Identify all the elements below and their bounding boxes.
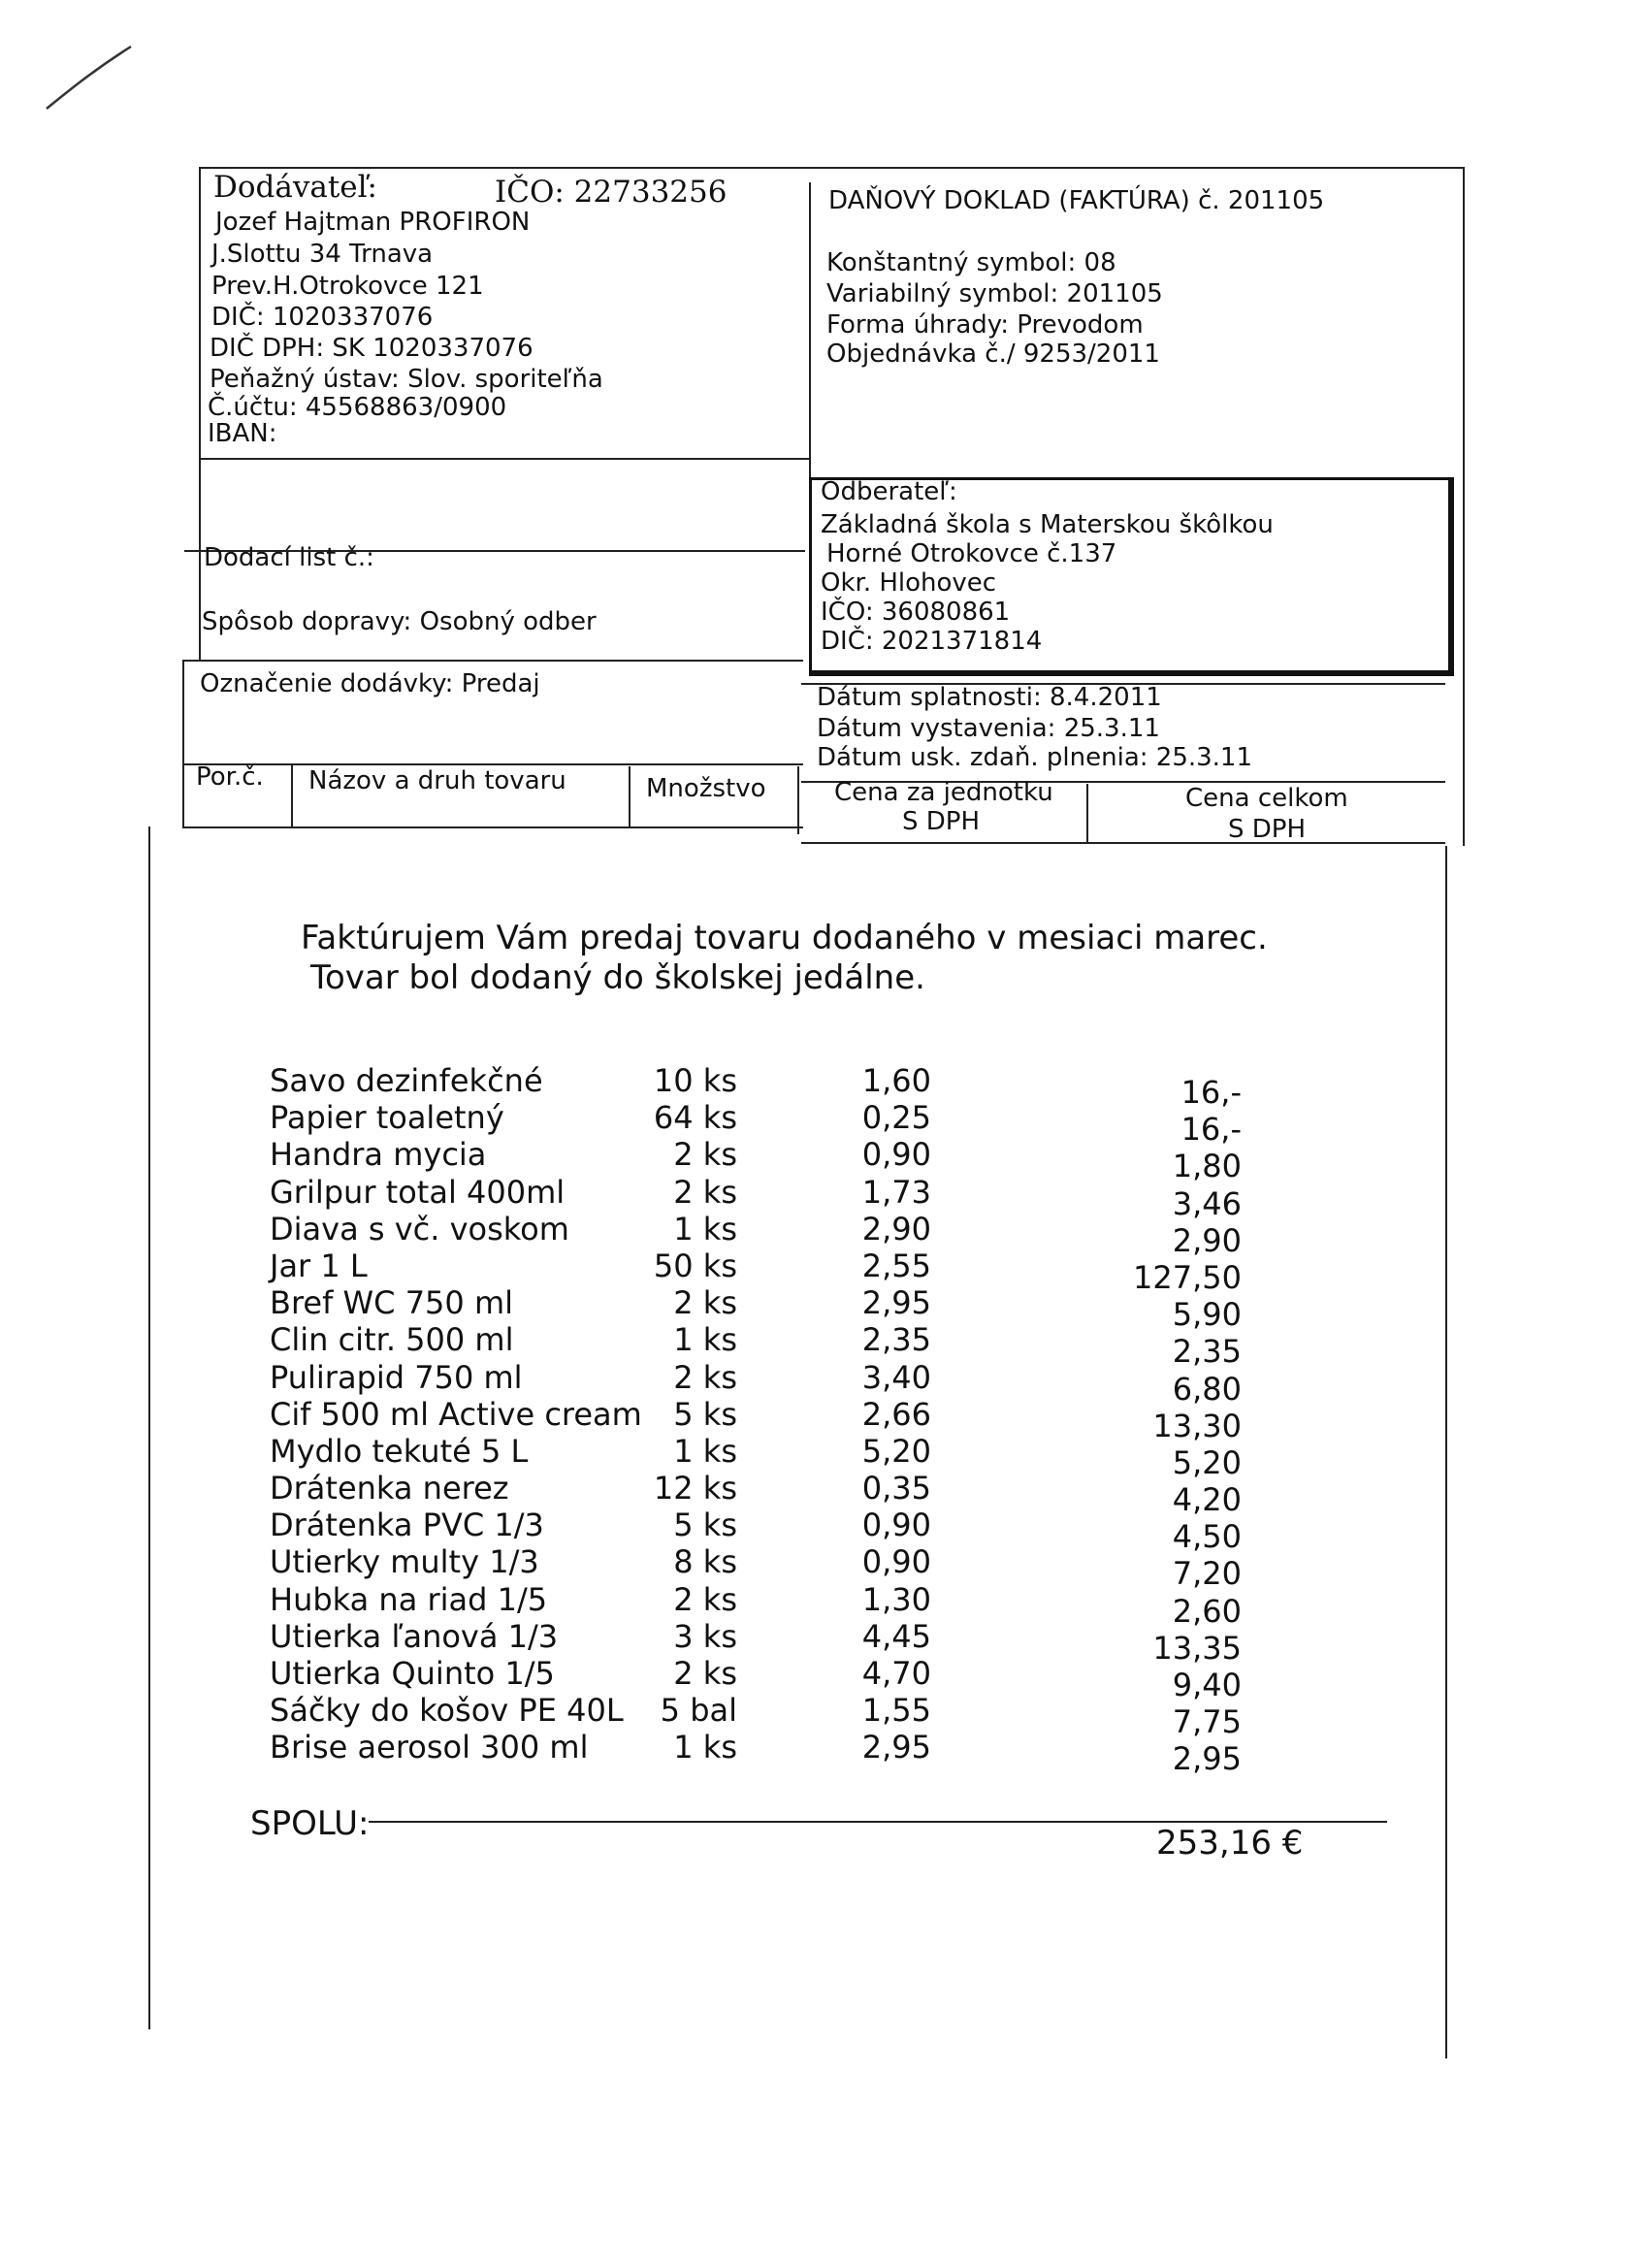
- item-name: Bref WC 750 ml: [270, 1284, 513, 1322]
- item-name: Jar 1 L: [270, 1247, 368, 1284]
- item-quantity: 2 ks: [673, 1358, 737, 1396]
- left-block-bottom-line: [182, 660, 803, 662]
- invoice-line: Forma úhrady: Prevodom: [826, 310, 1144, 340]
- frame-left-line-lower: [182, 662, 184, 826]
- customer-line: DIČ: 2021371814: [821, 627, 1043, 656]
- item-name: Brise aerosol 300 ml: [270, 1729, 589, 1766]
- col-header-name: Názov a druh tovaru: [308, 766, 566, 795]
- item-row: [0, 1099, 1649, 1149]
- supplier-line: Jozef Hajtman PROFIRON: [215, 208, 531, 237]
- item-total: 6,80: [1172, 1370, 1242, 1408]
- item-name: Grilpur total 400ml: [270, 1173, 566, 1211]
- item-quantity: 1 ks: [673, 1729, 737, 1766]
- issue-date: Dátum vystavenia: 25.3.11: [817, 714, 1160, 743]
- item-name: Utierka ľanová 1/3: [270, 1617, 559, 1655]
- item-quantity: 10 ks: [653, 1062, 737, 1099]
- item-name: Drátenka PVC 1/3: [270, 1507, 544, 1544]
- item-unit-price: 3,40: [861, 1358, 931, 1396]
- item-total: 9,40: [1172, 1667, 1242, 1703]
- item-unit-price: 5,20: [861, 1432, 931, 1470]
- supplier-bottom-line: [199, 458, 810, 460]
- item-row: [0, 1210, 1649, 1259]
- item-unit-price: 4,70: [861, 1655, 931, 1692]
- table-header-bottom: [182, 826, 803, 828]
- due-date: Dátum splatnosti: 8.4.2011: [817, 683, 1162, 712]
- table-header-top: [182, 763, 803, 765]
- frame-top-line: [199, 167, 1465, 169]
- col-header-total-vat: S DPH: [1228, 815, 1307, 844]
- item-row: [0, 1173, 1649, 1222]
- col-header-total: Cena celkom: [1185, 784, 1348, 813]
- item-quantity: 1 ks: [673, 1210, 737, 1247]
- customer-line: Horné Otrokovce č.137: [826, 539, 1117, 568]
- total-underline: [369, 1821, 1387, 1823]
- item-total: 2,90: [1172, 1221, 1242, 1259]
- col-header-unit-price: Cena za jednotku: [834, 778, 1053, 807]
- item-unit-price: 0,90: [861, 1136, 931, 1174]
- item-unit-price: 2,95: [861, 1729, 931, 1766]
- item-total: 4,20: [1172, 1481, 1242, 1519]
- item-row: [0, 1395, 1649, 1444]
- item-total: 5,20: [1172, 1443, 1242, 1481]
- col-header-number: Por.č.: [196, 762, 264, 792]
- item-quantity: 5 ks: [673, 1507, 737, 1544]
- item-unit-price: 2,90: [861, 1210, 931, 1247]
- invoice-line: Konštantný symbol: 08: [826, 248, 1116, 277]
- item-total: 127,50: [1133, 1258, 1242, 1296]
- frame-left-line: [199, 167, 201, 662]
- item-quantity: 1 ks: [673, 1321, 737, 1359]
- item-total: 13,35: [1152, 1629, 1242, 1667]
- item-quantity: 5 ks: [673, 1395, 737, 1433]
- item-unit-price: 1,60: [861, 1062, 931, 1099]
- item-name: Diava s vč. voskom: [270, 1210, 569, 1247]
- item-quantity: 2 ks: [673, 1136, 737, 1174]
- delivery-note-number: Dodací list č.:: [204, 543, 374, 572]
- item-row: [0, 1062, 1649, 1111]
- item-unit-price: 2,35: [861, 1321, 931, 1359]
- item-row: [0, 1692, 1649, 1741]
- col-header-unit-price-vat: S DPH: [902, 807, 981, 836]
- invoice-line: Variabilný symbol: 201105: [826, 279, 1163, 308]
- item-row: [0, 1321, 1649, 1371]
- item-name: Papier toaletný: [270, 1099, 504, 1137]
- invoice-title: DAŇOVÝ DOKLAD (FAKTÚRA) č. 201105: [828, 186, 1325, 215]
- item-unit-price: 0,90: [861, 1543, 931, 1581]
- item-quantity: 12 ks: [653, 1470, 737, 1507]
- supplier-line: IBAN:: [208, 419, 277, 448]
- item-unit-price: 2,66: [861, 1395, 931, 1433]
- item-row: [0, 1729, 1649, 1778]
- item-name: Utierka Quinto 1/5: [270, 1655, 555, 1692]
- item-row: [0, 1507, 1649, 1556]
- customer-line: Okr. Hlohovec: [821, 568, 997, 598]
- transport-method: Spôsob dopravy: Osobný odber: [202, 607, 597, 636]
- total-amount: 253,16 €: [1156, 1824, 1304, 1863]
- item-total: 2,60: [1172, 1592, 1242, 1630]
- customer-line: Odberateľ:: [821, 477, 957, 506]
- intro-line-1: Faktúrujem Vám predaj tovaru dodaného v mesiaci marec.: [301, 919, 1268, 957]
- item-row: [0, 1358, 1649, 1408]
- items-list: [0, 1062, 1649, 1778]
- item-name: Mydlo tekuté 5 L: [270, 1432, 529, 1470]
- item-name: Cif 500 ml Active cream: [270, 1395, 642, 1433]
- frame-right-line: [1463, 167, 1465, 846]
- customer-line: IČO: 36080861: [821, 598, 1011, 627]
- item-unit-price: 2,95: [861, 1284, 931, 1322]
- supplier-line: Č.účtu: 45568863/0900: [208, 393, 507, 422]
- item-quantity: 3 ks: [673, 1617, 737, 1655]
- col-divider-4: [1086, 784, 1088, 842]
- item-unit-price: 0,35: [861, 1470, 931, 1507]
- item-total: 16,-: [1180, 1074, 1242, 1111]
- delivery-designation: Označenie dodávky: Predaj: [200, 669, 540, 698]
- item-name: Utierky multy 1/3: [270, 1543, 539, 1581]
- item-total: 3,46: [1172, 1184, 1242, 1222]
- item-row: [0, 1284, 1649, 1334]
- item-name: Hubka na riad 1/5: [270, 1580, 548, 1618]
- item-row: [0, 1580, 1649, 1630]
- item-total: 7,75: [1172, 1703, 1242, 1741]
- supplier-line: DIČ DPH: SK 1020337076: [210, 334, 534, 363]
- item-total: 13,30: [1152, 1407, 1242, 1444]
- item-unit-price: 1,30: [861, 1580, 931, 1618]
- taxable-date: Dátum usk. zdaň. plnenia: 25.3.11: [817, 743, 1253, 772]
- item-row: [0, 1543, 1649, 1593]
- item-total: 2,95: [1172, 1740, 1242, 1778]
- item-total: 5,90: [1172, 1296, 1242, 1334]
- item-quantity: 64 ks: [653, 1099, 737, 1137]
- supplier-line: Prev.H.Otrokovce 121: [211, 272, 484, 301]
- col-divider-2: [629, 766, 630, 826]
- supplier-line: DIČ: 1020337076: [211, 303, 434, 332]
- item-row: [0, 1432, 1649, 1481]
- item-row: [0, 1617, 1649, 1667]
- item-quantity: 2 ks: [673, 1580, 737, 1618]
- item-unit-price: 4,45: [861, 1617, 931, 1655]
- col-divider-3: [797, 766, 799, 834]
- item-unit-price: 0,25: [861, 1099, 931, 1137]
- item-unit-price: 0,90: [861, 1507, 931, 1544]
- item-name: Drátenka nerez: [270, 1470, 509, 1507]
- item-name: Sáčky do košov PE 40L: [270, 1692, 624, 1730]
- supplier-ico: IČO: 22733256: [495, 175, 728, 210]
- item-quantity: 50 ks: [653, 1247, 737, 1284]
- item-total: 2,35: [1172, 1333, 1242, 1371]
- item-row: [0, 1247, 1649, 1296]
- supplier-line: J.Slottu 34 Trnava: [211, 240, 434, 269]
- item-quantity: 2 ks: [673, 1655, 737, 1692]
- item-quantity: 2 ks: [673, 1173, 737, 1211]
- table-header-bottom-right: [801, 842, 1445, 844]
- item-unit-price: 2,55: [861, 1247, 931, 1284]
- item-name: Pulirapid 750 ml: [270, 1358, 523, 1396]
- item-row: [0, 1655, 1649, 1703]
- item-total: 16,-: [1180, 1111, 1242, 1149]
- supplier-label: Dodávateľ:: [213, 170, 378, 205]
- intro-line-2: Tovar bol dodaný do školskej jedálne.: [310, 958, 925, 997]
- supplier-line: Peňažný ústav: Slov. sporiteľňa: [210, 365, 603, 394]
- pen-mark: [39, 29, 146, 126]
- item-quantity: 2 ks: [673, 1284, 737, 1322]
- item-total: 1,80: [1172, 1148, 1242, 1185]
- item-name: Clin citr. 500 ml: [270, 1321, 514, 1359]
- item-row: [0, 1136, 1649, 1185]
- col-header-quantity: Množstvo: [646, 774, 766, 803]
- item-quantity: 1 ks: [673, 1432, 737, 1470]
- item-quantity: 5 bal: [660, 1692, 737, 1730]
- item-row: [0, 1470, 1649, 1519]
- item-quantity: 8 ks: [673, 1543, 737, 1581]
- customer-line: Základná škola s Materskou škôlkou: [821, 510, 1274, 539]
- invoice-line: Objednávka č./ 9253/2011: [826, 340, 1160, 369]
- total-label: SPOLU:: [250, 1804, 370, 1843]
- item-name: Savo dezinfekčné: [270, 1062, 543, 1099]
- item-total: 7,20: [1172, 1555, 1242, 1593]
- item-name: Handra mycia: [270, 1136, 487, 1174]
- item-unit-price: 1,73: [861, 1173, 931, 1211]
- item-total: 4,50: [1172, 1518, 1242, 1556]
- item-unit-price: 1,55: [861, 1692, 931, 1730]
- col-divider-1: [291, 763, 293, 826]
